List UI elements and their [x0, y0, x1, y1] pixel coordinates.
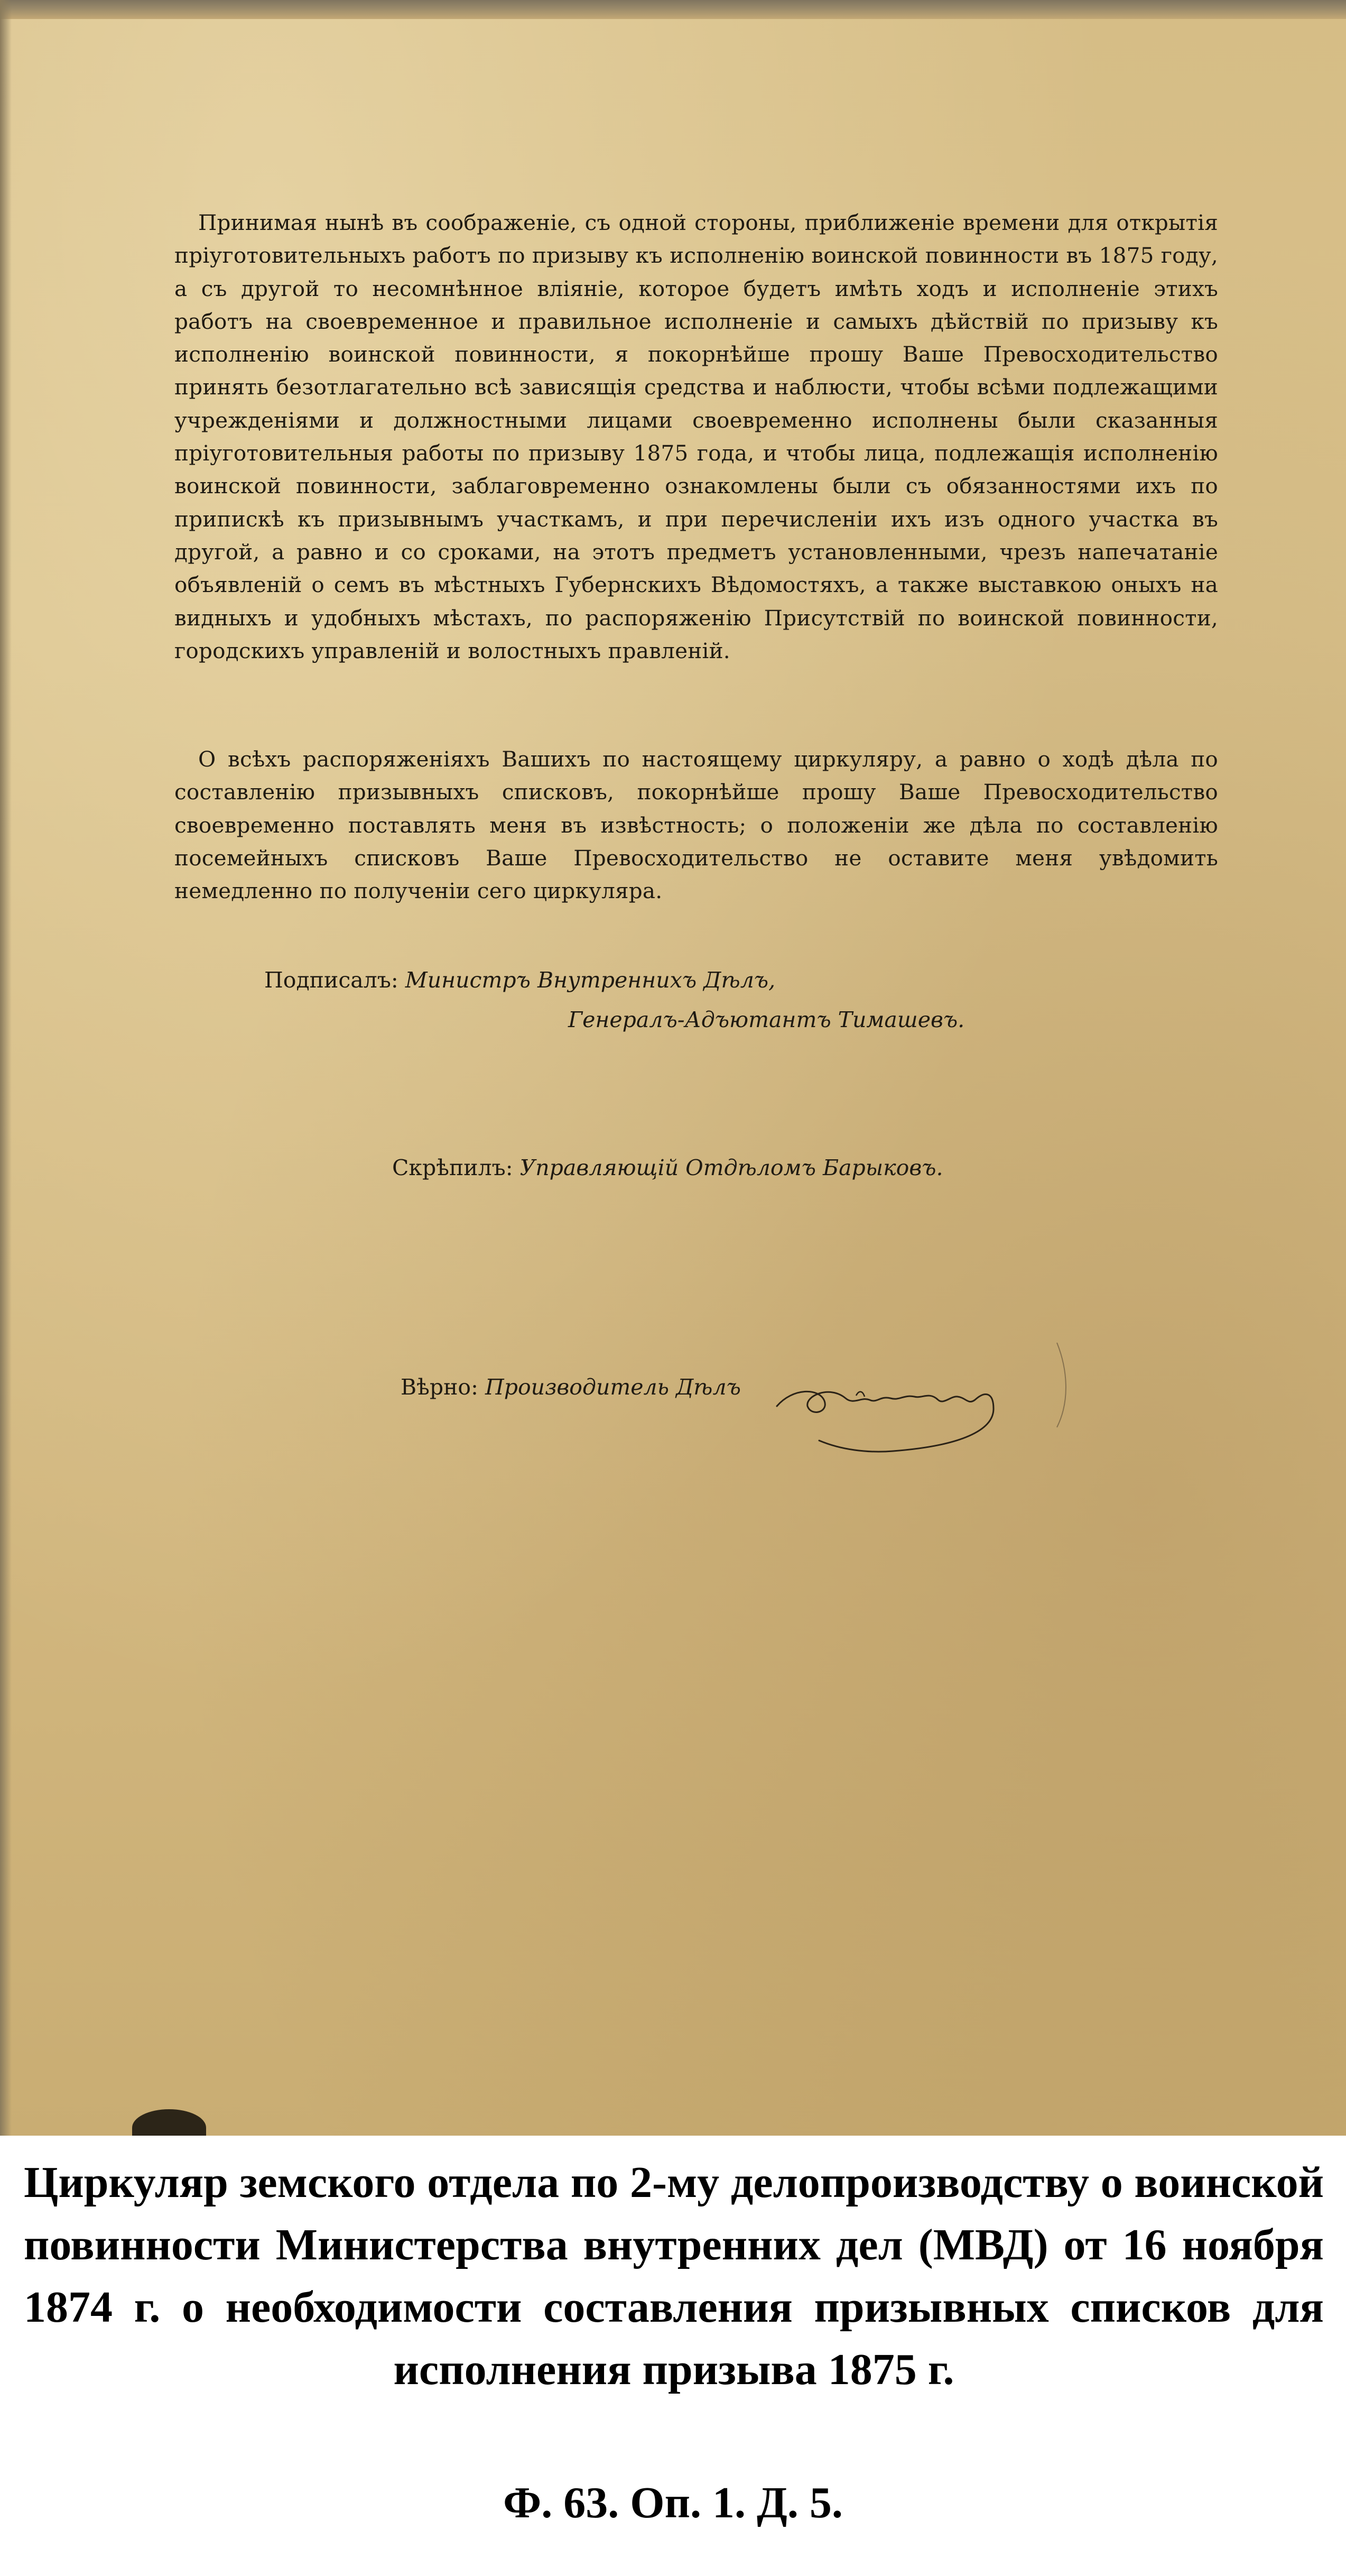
ink-blot — [132, 2109, 206, 2136]
archive-reference: Ф. 63. Оп. 1. Д. 5. — [503, 2478, 843, 2527]
certified-line — [401, 1374, 741, 1400]
caption-panel — [0, 2136, 1346, 2576]
signed-name-line-1: Министръ Внутреннихъ Дѣлъ, — [405, 967, 776, 993]
caption-title: Циркуляр земского отдела по 2-му делопроизводству о воинской повинности Министерства внутренних дел (МВД) от 16 ноября 1874 г. о необходимости составления призывных списков для исполнения призыва 1875 г. — [24, 2158, 1324, 2394]
countersigned-line — [392, 1155, 943, 1180]
signed-label: Подписалъ: — [264, 967, 398, 993]
paper-top-edge — [0, 0, 1346, 19]
document-paragraph-2: О всѣхъ распоряженіяхъ Вашихъ по настоящему циркуляру, а равно о ходѣ дѣла по составленію призывныхъ списковъ, покорнѣйше прошу Ваше Превосходительство своевременно поставлять меня въ извѣстность; о положеніи же дѣла по составленію посемейныхъ списковъ Ваше Превосходительство не оставите меня увѣдомить немедленно по полученіи сего циркуляра. — [174, 746, 1218, 904]
signed-line — [264, 967, 775, 993]
handwritten-signature — [761, 1337, 1131, 1480]
countersigned-name: Управляющій Отдѣломъ Барыковъ. — [519, 1155, 943, 1180]
certified-name: Производитель Дѣлъ — [485, 1374, 741, 1400]
document-paragraph-1: Принимая нынѣ въ соображеніе, съ одной стороны, приближеніе времени для открытія пріуготовительныхъ работъ по призыву къ исполненію воинской повинности въ 1875 году, а съ другой то несомнѣнное вліяніе, которое будетъ имѣть ходъ и исполненіе этихъ работъ на своевременное и правильное исполненіе и самыхъ дѣйствій по призыву къ исполненію воинской повинности, я покорнѣйше прошу Ваше Превосходительство принять безотлагательно всѣ зависящія средства и наблюсти, чтобы всѣми подлежащими учрежденіями и должностными лицами своевременно исполнены были сказанныя пріуготовительныя работы по призыву 1875 года, и чтобы лица, подлежащія исполненію воинской повинности, заблаговременно ознакомлены были съ обязанностями ихъ по припискѣ къ призывнымъ участкамъ, и при перечисленіи ихъ изъ одного участка въ другой, а равно и со сроками, на этотъ предметъ установленными, чрезъ напечатаніе объявленій о семъ въ мѣстныхъ Губернскихъ Вѣдомостяхъ, а также выставкою оныхъ на видныхъ и удобныхъ мѣстахъ, по распоряженію Присутствій по воинской повинности, городскихъ управленій и волостныхъ правленій. — [174, 210, 1218, 663]
certified-label: Вѣрно: — [401, 1374, 478, 1400]
paper-left-edge — [0, 0, 12, 2136]
countersigned-label: Скрѣпилъ: — [392, 1155, 513, 1180]
signed-name-line-2: Генералъ-Адъютантъ Тимашевъ. — [568, 1007, 965, 1032]
